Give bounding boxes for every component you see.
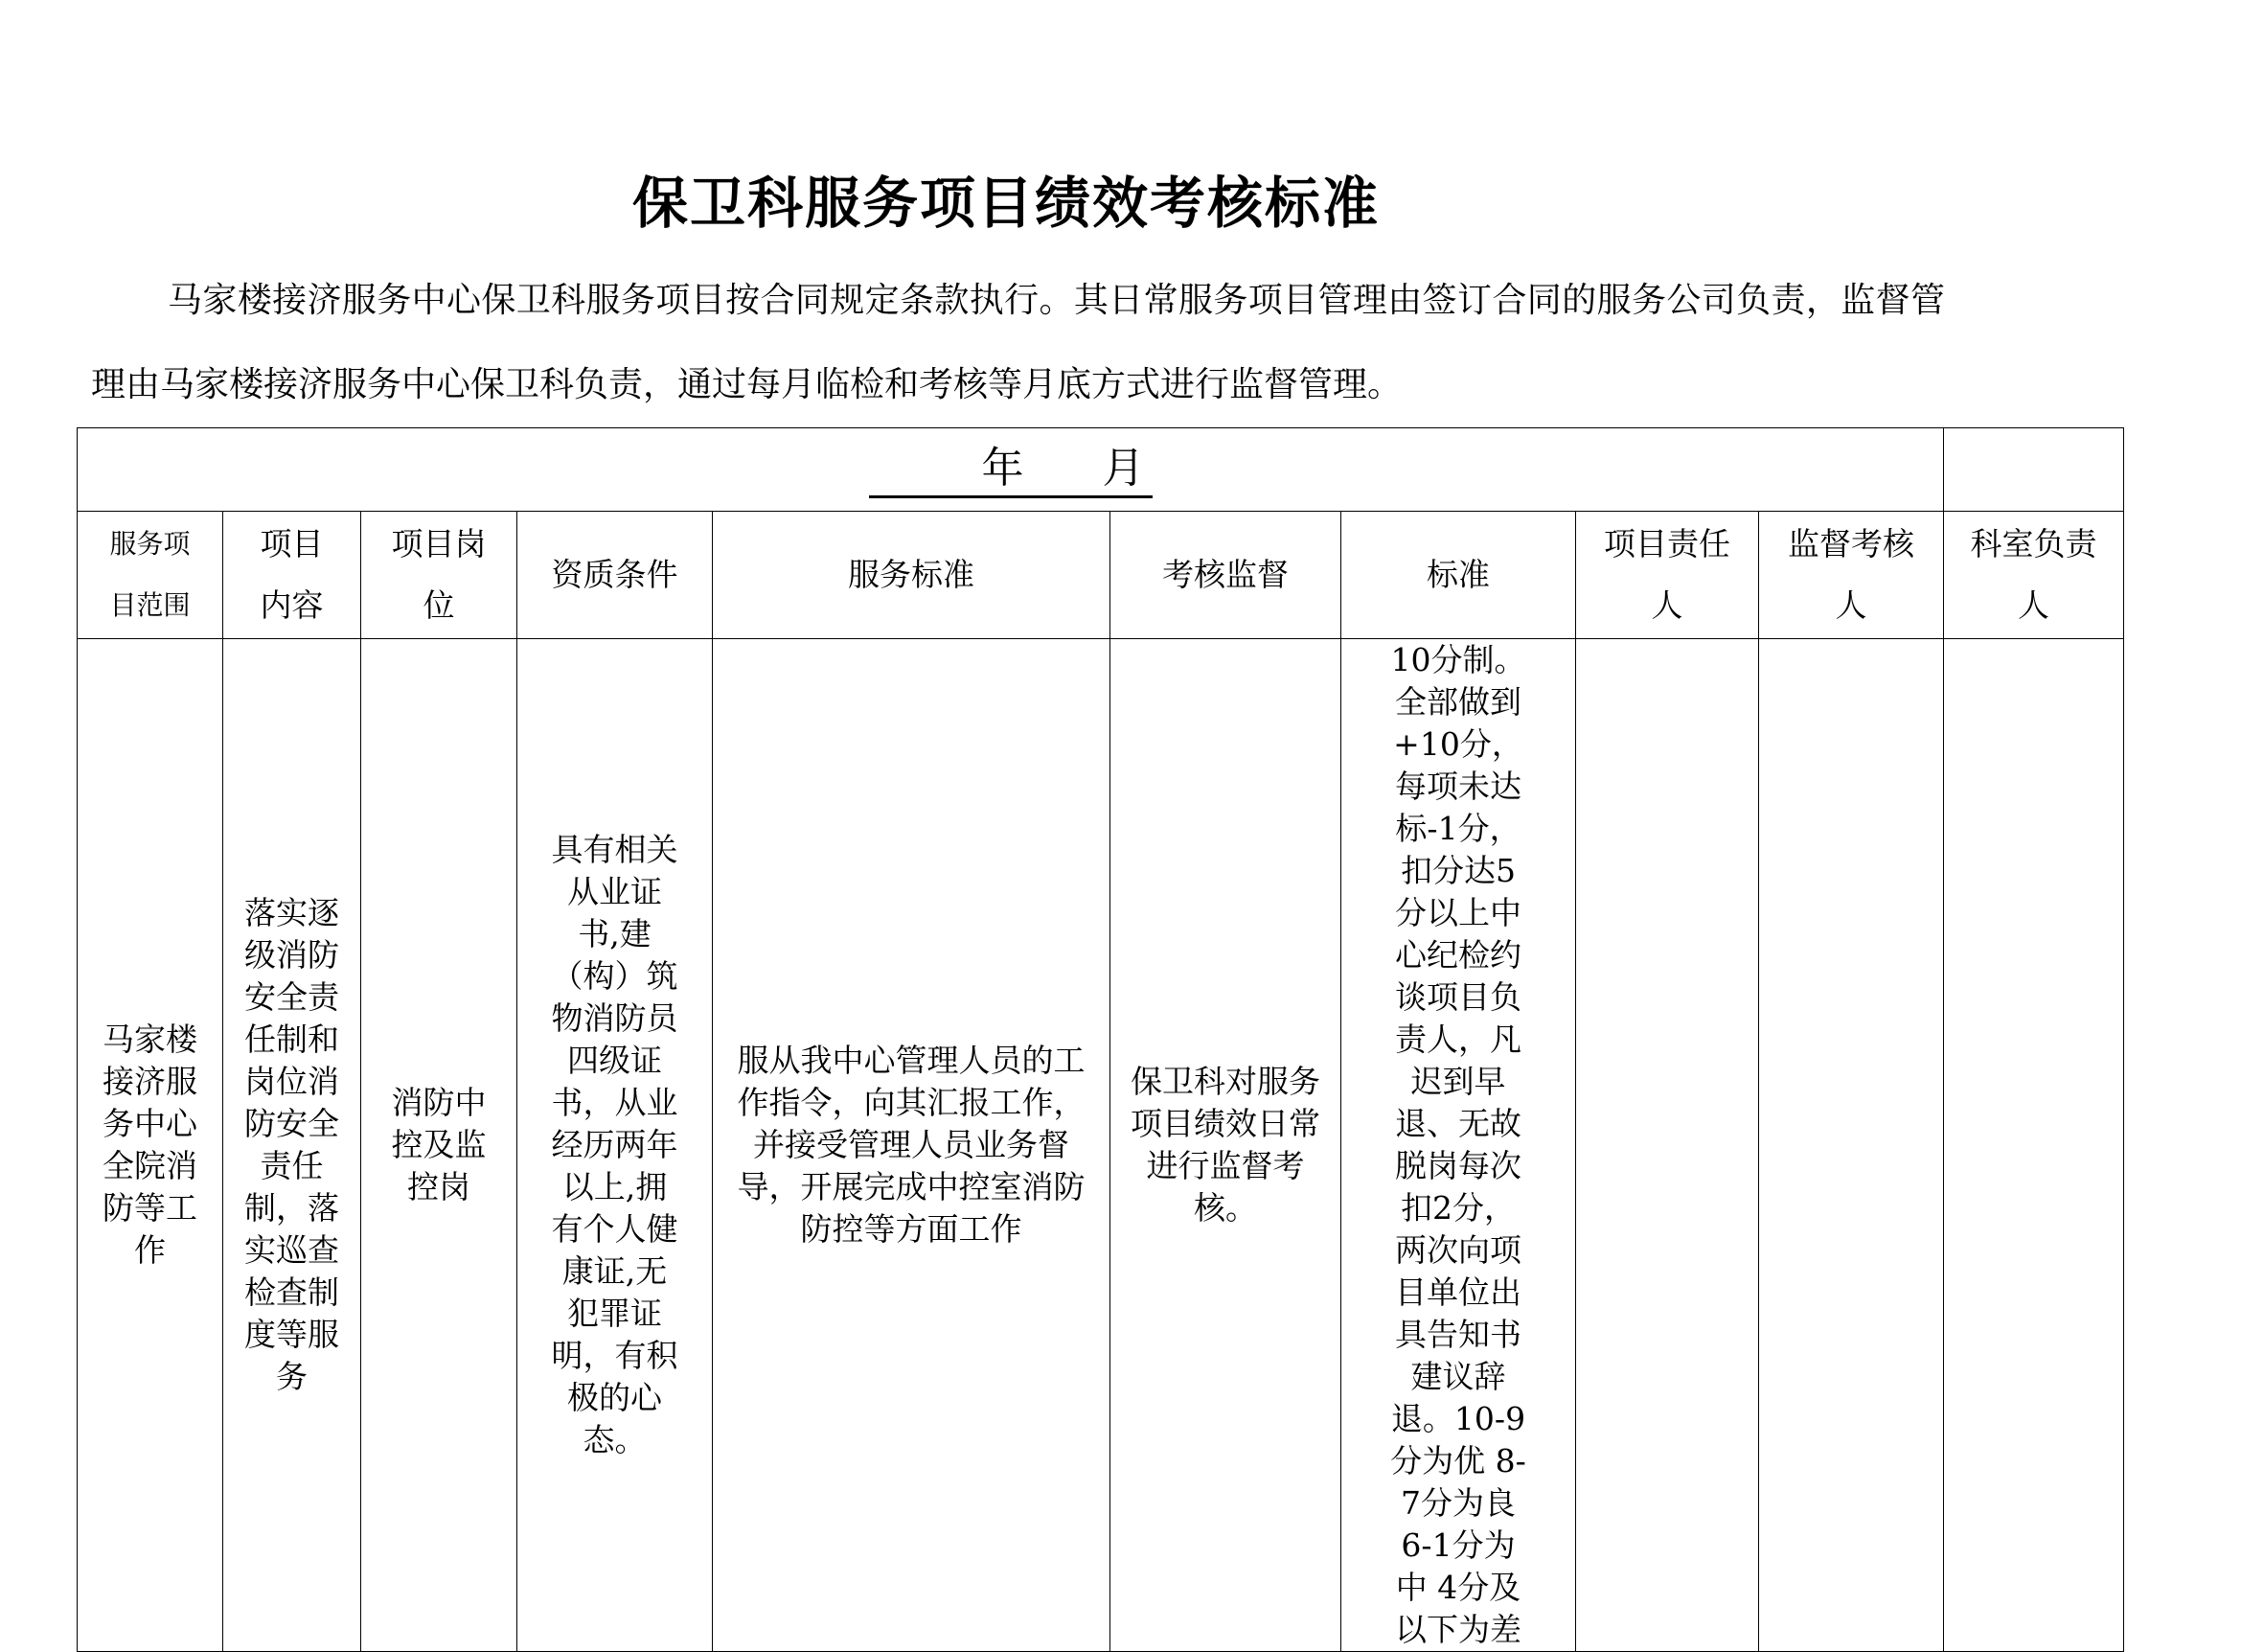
- header-department-head: 科室负责人: [1944, 512, 2124, 639]
- header-qualification: 资质条件: [517, 512, 713, 639]
- header-content: 项目内容: [223, 512, 361, 639]
- header-standard: 标准: [1341, 512, 1576, 639]
- header-post: 项目岗位: [361, 512, 517, 639]
- cell-supervision: 保卫科对服务项目绩效日常进行监督考核。: [1110, 639, 1341, 1652]
- cell-content: 落实逐级消防安全责任制和岗位消防安全责任制，落实巡查检查制度等服务: [223, 639, 361, 1652]
- table-header-row: [78, 512, 2124, 639]
- cell-qualification: 具有相关从业证书,建（构）筑物消防员四级证书，从业经历两年以上,拥有个人健康证,无犯罪证明，有积极的心态。: [517, 639, 713, 1652]
- table-row: [78, 639, 2124, 1652]
- cell-scope: 马家楼接济服务中心全院消防等工作: [78, 639, 223, 1652]
- cell-supervisor: [1759, 639, 1944, 1652]
- header-project-owner: 项目责任人: [1576, 512, 1759, 639]
- period-blank-cell: [1944, 428, 2124, 512]
- assessment-table: [77, 427, 2124, 1652]
- header-service-standard: 服务标准: [713, 512, 1110, 639]
- cell-service-standard: 服从我中心管理人员的工作指令，向其汇报工作，并接受管理人员业务督导，开展完成中控室消防防控等方面工作: [713, 639, 1110, 1652]
- cell-department-head: [1944, 639, 2124, 1652]
- period-cell: [78, 428, 1944, 512]
- header-supervisor: 监督考核人: [1759, 512, 1944, 639]
- month-label: 月: [1102, 443, 1147, 493]
- header-scope: 服务项目范围: [78, 512, 223, 639]
- period-field: [869, 442, 1153, 498]
- cell-standard: 10分制。全部做到+10分，每项未达标-1分，扣分达5分以上中心纪检约谈项目负责人，凡迟到早退、无故脱岗每次扣2分，两次向项目单位出具告知书建议辞退。10-9分为优 8-7分为良 6-1分为中 4分及以下为差: [1341, 639, 1576, 1652]
- cell-project-owner: [1576, 639, 1759, 1652]
- cell-post: 消防中控及监控岗: [361, 639, 517, 1652]
- intro-paragraph: 马家楼接济服务中心保卫科服务项目按合同规定条款执行。其日常服务项目管理由签订合同的服务公司负责，监督管理由马家楼接济服务中心保卫科负责，通过每月临检和考核等月底方式进行监督管理。: [91, 281, 1945, 404]
- year-label: 年: [981, 443, 1026, 493]
- document-title: 保卫科服务项目绩效考核标准: [631, 171, 1380, 236]
- header-supervision: 考核监督: [1110, 512, 1341, 639]
